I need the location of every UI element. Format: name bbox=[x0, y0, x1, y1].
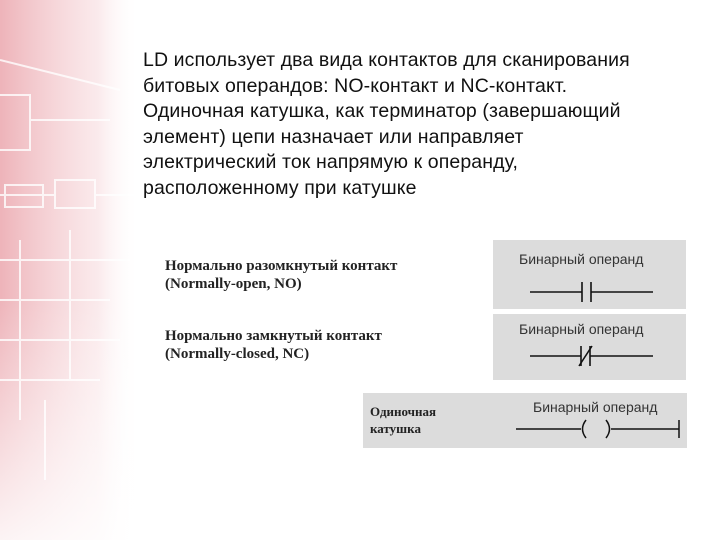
no-contact-label-line2: (Normally-open, NO) bbox=[165, 276, 302, 292]
nc-contact-caption: Бинарный операнд bbox=[519, 321, 644, 337]
main-paragraph: LD использует два вида контактов для сканирования битовых операндов: NO-контакт и NC-контакт. Одиночная катушка, как терминатор (завершающий элемент) цепи назначает или направляет электрический ток напрямую к операнду, расположенному при катушке bbox=[143, 49, 630, 199]
coil-label-line1: Одиночная bbox=[370, 404, 437, 419]
no-contact-label-line1: Нормально разомкнутый контакт bbox=[165, 258, 398, 274]
decorative-background-strip bbox=[0, 0, 140, 540]
coil-label-line2: катушка bbox=[370, 421, 421, 436]
coil-symbol-icon bbox=[363, 393, 687, 448]
no-contact-label bbox=[165, 257, 397, 293]
no-contact-symbol-box bbox=[493, 240, 686, 309]
no-contact-symbol-icon bbox=[493, 240, 686, 309]
nc-contact-label-line1: Нормально замкнутый контакт bbox=[165, 328, 382, 344]
nc-contact-label-line2: (Normally-closed, NC) bbox=[165, 346, 310, 362]
no-contact-caption: Бинарный операнд bbox=[519, 251, 644, 267]
nc-contact-symbol-icon bbox=[493, 314, 686, 380]
coil-symbol-box bbox=[363, 393, 687, 448]
coil-caption: Бинарный операнд bbox=[533, 399, 658, 415]
nc-contact-symbol-box bbox=[493, 314, 686, 380]
nc-contact-label bbox=[165, 327, 382, 363]
